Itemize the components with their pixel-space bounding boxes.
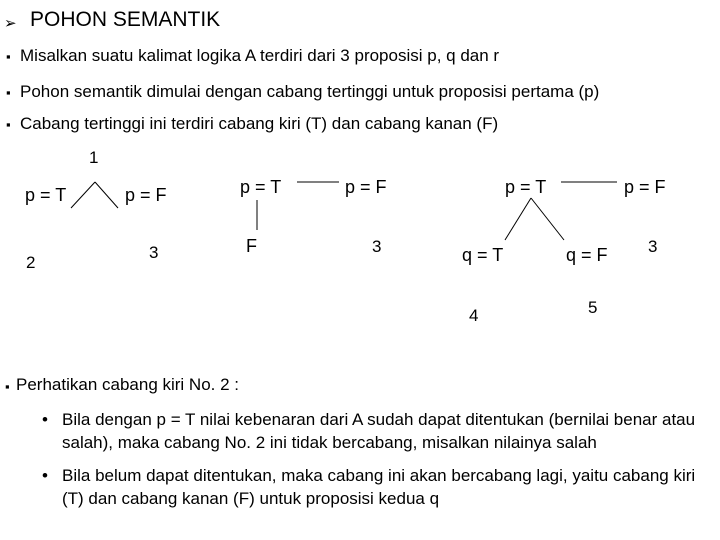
tree2-right-node: p = F bbox=[345, 177, 387, 197]
tree3-right-node: p = F bbox=[624, 177, 666, 197]
tree2-left-child: F bbox=[246, 236, 257, 256]
tree3-sub-left-number: 4 bbox=[469, 306, 479, 325]
tree1-left-branch bbox=[71, 182, 95, 208]
tree3-sub-left-node: q = T bbox=[462, 245, 504, 265]
tree1-number: 1 bbox=[89, 148, 99, 167]
tree3-right-number: 3 bbox=[648, 237, 658, 256]
tree3-left-branch bbox=[505, 198, 531, 240]
dot-bullet-icon: • bbox=[42, 466, 48, 485]
note-item-2: Bila belum dapat ditentukan, maka cabang ini akan bercabang lagi, yaitu cabang kiri (T) dan cabang kanan (F) untuk proposisi kedua q bbox=[62, 466, 696, 508]
tree1-left-number: 2 bbox=[26, 253, 36, 272]
page-title: POHON SEMANTIK bbox=[30, 8, 221, 31]
tree2-left-node: p = T bbox=[240, 177, 282, 197]
title-arrow-icon: ➢ bbox=[4, 15, 17, 32]
tree2-right-number: 3 bbox=[372, 237, 382, 256]
tree1-right-number: 3 bbox=[149, 243, 159, 262]
tree3-sub-right-number: 5 bbox=[588, 298, 598, 317]
tree1-left-node: p = T bbox=[25, 185, 67, 205]
bullet-text-2: Pohon semantik dimulai dengan cabang tertinggi untuk proposisi pertama (p) bbox=[20, 82, 600, 101]
square-bullet-icon: ▪ bbox=[6, 117, 11, 132]
tree1-right-node: p = F bbox=[125, 185, 167, 205]
bullet-text-3: Cabang tertinggi ini terdiri cabang kiri (T) dan cabang kanan (F) bbox=[20, 114, 499, 133]
tree1-right-branch bbox=[95, 182, 118, 208]
square-bullet-icon: ▪ bbox=[6, 49, 11, 64]
dot-bullet-icon: • bbox=[42, 410, 48, 429]
tree3-sub-right-node: q = F bbox=[566, 245, 608, 265]
tree3-left-node: p = T bbox=[505, 177, 547, 197]
note-heading: Perhatikan cabang kiri No. 2 : bbox=[16, 375, 240, 394]
tree3-right-branch bbox=[531, 198, 564, 240]
square-bullet-icon: ▪ bbox=[5, 379, 10, 394]
square-bullet-icon: ▪ bbox=[6, 85, 11, 100]
note-item-1: Bila dengan p = T nilai kebenaran dari A sudah dapat ditentukan (bernilai benar atau salah), maka cabang No. 2 ini tidak bercabang, misalkan nilainya salah bbox=[62, 410, 696, 452]
bullet-text-1: Misalkan suatu kalimat logika A terdiri dari 3 proposisi p, q dan r bbox=[20, 46, 500, 65]
